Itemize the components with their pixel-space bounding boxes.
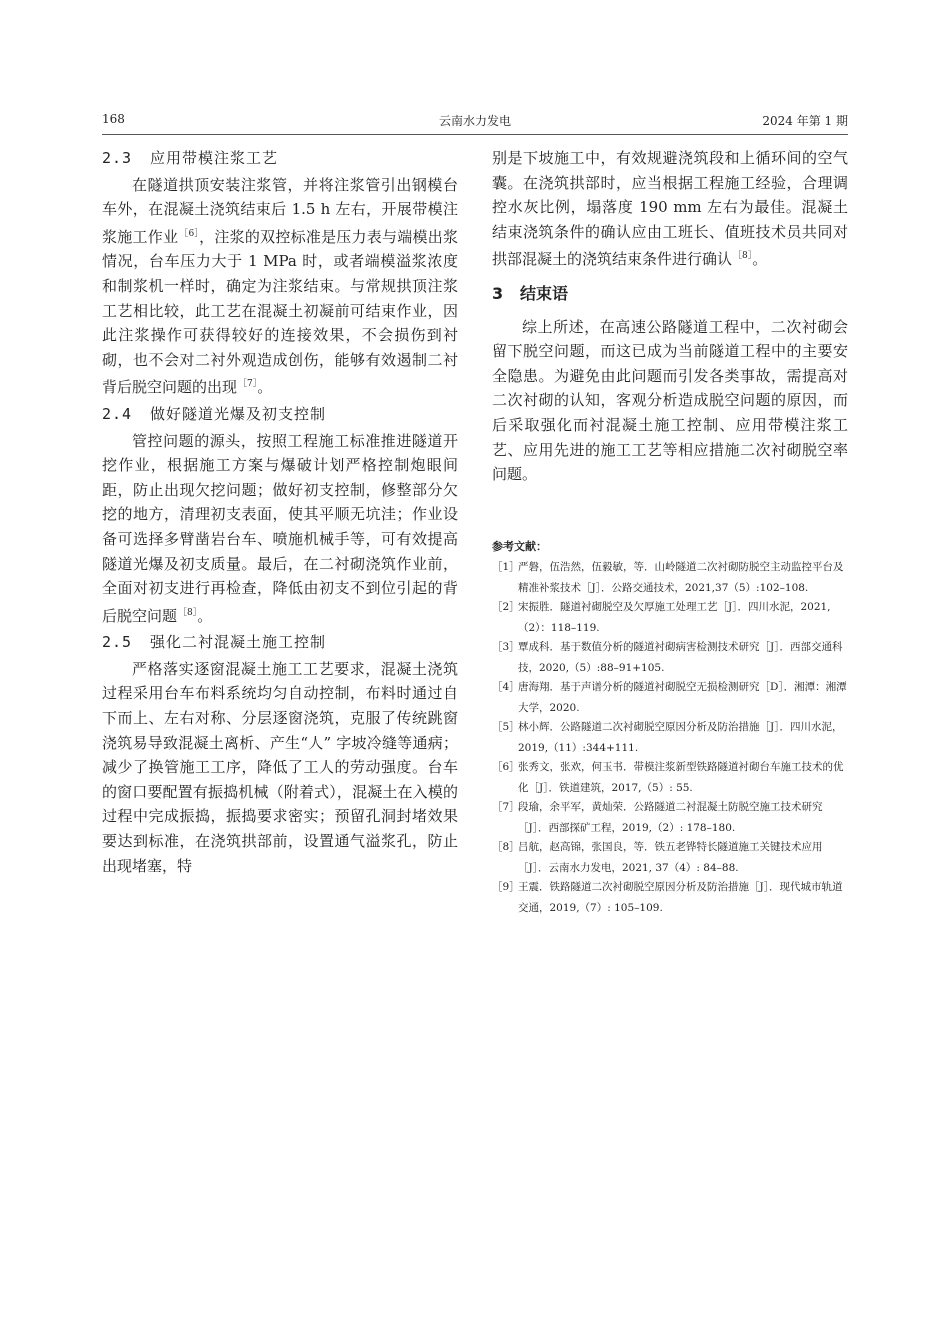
reference-text: 段瑜，余平军，黄灿荣．公路隧道二衬混凝土防脱空施工技术研究［J］．西部探矿工程，2019,（2）: 178–180. [518, 801, 823, 834]
reference-text: 张秀文，张欢，何玉书．带模注浆新型铁路隧道衬砌台车施工技术的优化［J］．铁道建筑，2017,（5）: 55. [518, 761, 844, 794]
paragraph-continued [492, 146, 848, 272]
section-heading-3 [492, 282, 848, 307]
section-number: 3 [492, 283, 504, 303]
section-number: 2.5 [102, 633, 133, 652]
citation: ［8］ [733, 251, 753, 262]
reference-item [492, 637, 848, 678]
citation: ［8］ [178, 607, 198, 618]
citation: ［7］ [238, 379, 258, 390]
reference-item [492, 837, 848, 878]
paragraph-text: 在隧道拱顶安装注浆管，并将注浆管引出钢模台车外，在混凝土浇筑结束后 1.5 h 左右，开展带模注浆施工作业 [102, 175, 458, 246]
reference-index: ［7］ [492, 801, 520, 813]
references [492, 536, 848, 917]
paragraph [102, 429, 458, 629]
reference-index: ［5］ [492, 721, 520, 733]
reference-text: 宋振胜．隧道衬砌脱空及欠厚施工处理工艺［J］．四川水泥，2021,（2）：118–119. [518, 601, 831, 634]
right-column [492, 146, 848, 487]
running-header [102, 108, 848, 135]
journal-name: 云南水力发电 [438, 114, 512, 128]
paragraph-text: 别是下坡施工中，有效规避浇筑段和上循环间的空气囊。在浇筑拱部时，应当根据工程施工经验，合理调控水灰比例，塌落度 190 mm 左右为最佳。混凝土结束浇筑条件的确认应由工班长、值班技术员共同对拱部混凝土的浇筑结束条件进行确认 [492, 149, 848, 269]
reference-text: 覃成科．基于数值分析的隧道衬砌病害检测技术研究［J］．西部交通科技，2020,（5）:88–91+105. [518, 641, 843, 674]
paragraph [492, 315, 848, 487]
reference-index: ［6］ [492, 761, 520, 773]
section-heading-2-5 [102, 630, 458, 655]
reference-item [492, 557, 848, 598]
section-number: 2.4 [102, 404, 133, 423]
reference-item [492, 717, 848, 758]
paragraph-text: 综上所述，在高速公路隧道工程中，二次衬砌会留下脱空问题，而这已成为当前隧道工程中的主要安全隐患。为避免由此问题而引发各类事故，需提高对二次衬砌的认知，客观分析造成脱空问题的原因，而后采取强化而衬混凝土施工控制、应用带模注浆工艺、应用先进的施工工艺等相应措施二次衬砌脱空率问题。 [492, 317, 848, 484]
section-title: 结束语 [520, 283, 569, 303]
paragraph-text: 。 [257, 378, 273, 397]
reference-index: ［2］ [492, 601, 520, 613]
issue-label: 2024 年第 1 期 [762, 114, 848, 128]
reference-text: 林小辉．公路隧道二次衬砌脱空原因分析及防治措施［J］．四川水泥，2019,（11）:344+111. [518, 721, 843, 754]
paragraph-text: 。 [752, 250, 768, 269]
section-title: 强化二衬混凝土施工控制 [150, 633, 327, 652]
reference-item [492, 597, 848, 638]
section-heading-2-3 [102, 146, 458, 171]
section-title: 应用带模注浆工艺 [150, 149, 279, 167]
section-title: 做好隧道光爆及初支控制 [150, 404, 327, 423]
paragraph-text: ，注浆的双控标准是压力表与端模出浆情况，台车压力大于 1 MPa 时，或者端模溢浆浓度和制浆机一样时，确定为注浆结束。与常规拱顶注浆工艺相比较，此工艺在混凝土初凝前可结束作业，因此注浆操作可获得较好的连接效果，不会损伤到衬砌，也不会对二衬外观造成创伤，能够有效遏制二衬背后脱空问题的出现 [102, 227, 458, 397]
reference-index: ［1］ [492, 561, 520, 573]
reference-index: ［4］ [492, 681, 520, 693]
references-title: 参考文献： [492, 540, 547, 553]
paragraph [102, 657, 458, 878]
left-column [102, 146, 458, 878]
reference-item [492, 797, 848, 838]
reference-item [492, 757, 848, 798]
paragraph-text: 严格落实逐窗混凝土施工工艺要求，混凝土浇筑过程采用台车布料系统均匀自动控制，布料时通过自下而上、左右对称、分层逐窗浇筑，克服了传统跳窗浇筑易导致混凝土离析、产生“人” 字坡冷缝等通病；减少了换管施工工序，降低了工人的劳动强度。台车的窗口要配置有振捣机械（附着式），混凝土在入模的过程中完成振捣，振捣要求密实；预留孔洞封堵效果要达到标准，在浇筑拱部前，设置通气溢浆孔，防止出现堵塞，特 [102, 659, 458, 875]
paragraph [102, 173, 458, 400]
reference-item [492, 677, 848, 718]
reference-text: 唐海翔．基于声谱分析的隧道衬砌脱空无损检测研究［D］．湘潭：湘潭大学，2020. [518, 681, 847, 714]
reference-index: ［3］ [492, 641, 520, 653]
reference-item [492, 877, 848, 918]
reference-text: 严磐，伍浩然，伍毅敏，等．山岭隧道二次衬砌防脱空主动监控平台及精准补浆技术［J］．公路交通技术，2021,37（5）:102–108. [518, 561, 844, 594]
reference-index: ［9］ [492, 881, 520, 893]
citation: ［6］ [179, 228, 200, 239]
paragraph-text: 管控问题的源头，按照工程施工标准推进隧道开挖作业，根据施工方案与爆破计划严格控制炮眼间距，防止出现欠挖问题；做好初支控制，修整部分欠挖的地方，清理初支表面，使其平顺无坑洼；作业设备可选择多臂凿岩台车、喷施机械手等，可有效提高隧道光爆及初支质量。最后，在二衬砌浇筑作业前，全面对初支进行再检查，降低由初支不到位引起的背后脱空问题 [102, 431, 458, 625]
page-number: 168 [102, 112, 125, 126]
section-heading-2-4 [102, 402, 458, 427]
paragraph-text: 。 [197, 606, 213, 625]
reference-text: 吕航，赵高锦，张国良，等．铁五老铧特长隧道施工关键技术应用［J］．云南水力发电，2021, 37（4）: 84–88. [518, 841, 823, 874]
reference-index: ［8］ [492, 841, 520, 853]
reference-text: 王震．铁路隧道二次衬砌脱空原因分析及防治措施［J］．现代城市轨道交通，2019,（7）: 105–109. [518, 881, 843, 914]
section-number: 2.3 [102, 149, 133, 167]
